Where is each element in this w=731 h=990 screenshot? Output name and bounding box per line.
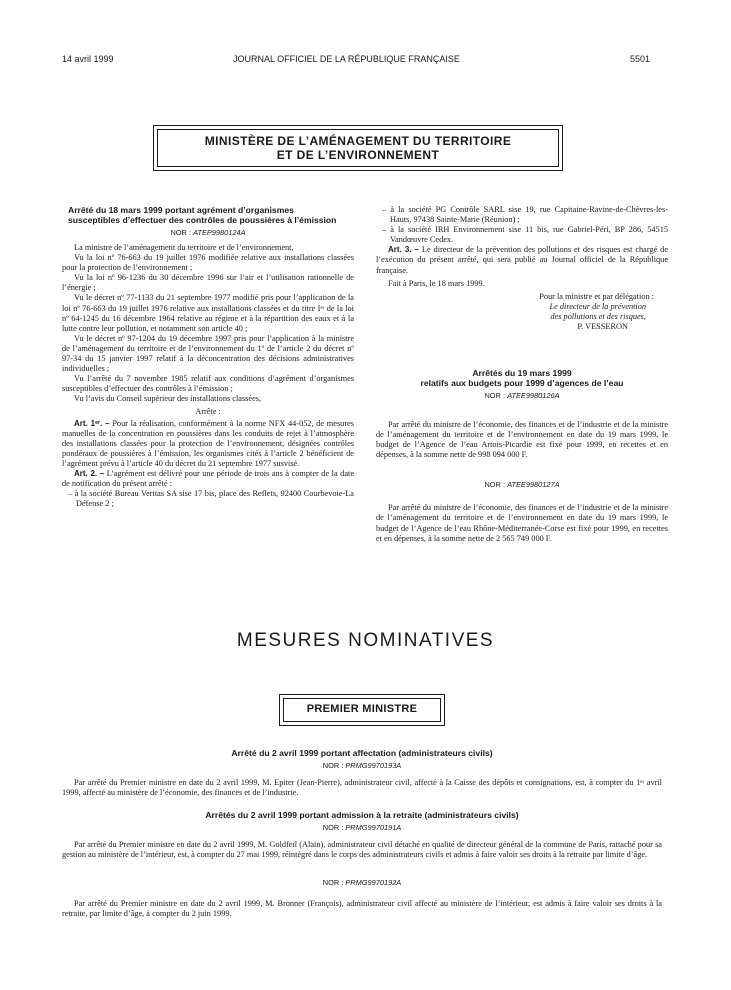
- signature-line: Le directeur de la prévention: [549, 301, 646, 311]
- signature-line: des pollutions et des risques,: [550, 311, 646, 321]
- decree-paragraph: Par arrêté du Premier ministre en date du 2 avril 1999, M. Bronner (François), administrateur civil affecté au ministère de l’intérieur, est admis à faire valoir ses droits à la retraite, par limite d’âge, à compter du 2 juin 1999.: [62, 899, 662, 919]
- list-item: – à la société IRH Environnement sise 11 bis, rue Gabriel-Péri, BP 286, 54515 Vandœuvre Cedex.: [382, 225, 668, 245]
- paragraph: Vu l’avis du Conseil supérieur des installations classées,: [74, 394, 262, 404]
- signature-line: Pour la ministre et par délégation :: [539, 291, 654, 301]
- ministry-title-line1: MINISTÈRE DE L’AMÉNAGEMENT DU TERRITOIRE: [204, 134, 512, 148]
- paragraph: Vu le décret nº 97-1204 du 19 décembre 1997 pris pour l’application à la ministre de l’aménagement du territoire et de l’environnement du 1º de l’article 2 du décret nº 97-34 du 15 janvier 1997 relatif à la déconcentration des décisions administratives individuelles ;: [62, 333, 354, 374]
- premier-ministre-box: [279, 694, 445, 726]
- decree-paragraph: Par arrêté du Premier ministre en date du 2 avril 1999, M. Goldfeil (Alain), administrateur civil détaché en qualité de directeur général de la commune de Paris, rattaché pour sa gestion au ministère de l’intérieur, est, à compter du 27 mai 1999, réintégré dans le corps des administrateurs civils et admis à faire valoir ses droits à la retraite par limite d’âge.: [62, 840, 662, 860]
- right-column-agencies: [376, 368, 668, 544]
- decree-paragraph: Par arrêté du Premier ministre en date du 2 avril 1999, M. Epiter (Jean-Pierre), administrateur civil, affecté à la Caisse des dépôts et consignations, est, à compter du 1ᵉʳ avril 1999, affecté au ministère de l’économie, des finances et de l’industrie.: [62, 778, 662, 798]
- agencies-title: Arrêtés du 19 mars 1999 relatifs aux budgets pour 1999 d’agences de l’eau: [420, 368, 624, 388]
- list-item: – à la société PG Contrôle SARL sise 19, rue Capitaine-Ravine-de-Chèvres-les-Hauts, 97438 Sainte-Marie (Réunion) ;: [382, 205, 668, 225]
- nor-reference: NOR : ATEE9980127A: [484, 480, 560, 490]
- nor-reference: NOR : PRMG9970191A: [322, 823, 402, 833]
- decree-title: Arrêtés du 2 avril 1999 portant admission à la retraite (administrateurs civils): [205, 810, 519, 821]
- header-date: 14 avril 1999: [62, 54, 114, 64]
- agency-paragraph: Par arrêté du ministre de l’économie, des finances et de l’industrie et de la ministre de l’aménagement du territoire et de l’environnement en date du 19 mars 1999, le budget de l’Agence de l’eau Artois-Picardie est fixé pour 1999, en recettes et en dépenses, à la somme nette de 998 094 000 F.: [376, 420, 668, 460]
- decree-title: Arrêté du 2 avril 1999 portant affectation (administrateurs civils): [231, 748, 493, 758]
- paragraph: Vu la loi nº 76-663 du 19 juillet 1976 modifiée relative aux installations classées pour la protection de l’environnement ;: [62, 253, 354, 273]
- section-heading: MESURES NOMINATIVES: [236, 630, 495, 651]
- nor-reference: NOR : ATEP9980124A: [170, 228, 246, 237]
- ministry-title-line2: ET DE L’ENVIRONNEMENT: [276, 148, 440, 162]
- right-column-top: [376, 205, 668, 332]
- list-item: – à la société Bureau Veritas SA sise 17 bis, place des Reflets, 92400 Courbevoie-La Défense 2 ;: [68, 489, 354, 509]
- signatory-name: P. VESSERON: [577, 322, 628, 332]
- paragraph: Vu le décret nº 77-1133 du 21 septembre 1977 modifié pris pour l’application de la loi nº 76-663 du 19 juillet 1976 relative aux installations classées et du titre Iᵉʳ de la loi nº 64-1245 du 16 décembre 1964 relative au régime et à la répartition des eaux et à la lutte contre leur pollution, et notamment son article 40 ;: [62, 293, 354, 333]
- paragraph: Vu la loi nº 96-1236 du 30 décembre 1996 sur l’air et l’utilisation rationnelle de l’énergie ;: [62, 273, 354, 293]
- nor-reference: NOR : ATEE9980126A: [484, 391, 560, 400]
- article-1: Art. 1ᵉʳ. – Pour la réalisation, conformément à la norme NFX 44-052, de mesures manuelles de la concentration en poussières dans les conduits de rejet à l’atmosphère des installations classées pour la protection de l’environnement, désignées contrôles pondéraux de poussières à l’émission, les organismes cités à l’article 2 bénéficient de l’agrément prévu à l’article 40 du décret du 21 septembre 1977 susvisé.: [62, 418, 354, 468]
- paragraph: La ministre de l’aménagement du territoire et de l’environnement,: [74, 243, 294, 252]
- decree-body: [62, 243, 354, 509]
- article-2: Art. 2. – L’agrément est délivré pour une période de trois ans à compter de la date de notification du présent arrêté :: [62, 469, 354, 489]
- bottom-section: [62, 748, 662, 920]
- agency-paragraph: Par arrêté du ministre de l’économie, des finances et de l’industrie et de la ministre de l’aménagement du territoire et de l’environnement en date du 19 mars 1999, le budget de l’Agence de l’eau Rhône-Méditerranée-Corse est fixé pour 1999, en recettes et en dépenses, à la somme nette de 2 565 749 000 F.: [376, 503, 668, 543]
- header-page-number: 5501: [630, 54, 651, 64]
- decree-title: Arrêté du 18 mars 1999 portant agrément d’organismes susceptibles d’effectuer des contrôles de poussières à l’émission: [68, 205, 337, 225]
- decree-continuation: [376, 205, 668, 332]
- premier-ministre-label: PREMIER MINISTRE: [306, 703, 418, 715]
- nor-reference: NOR : PRMG9970193A: [322, 761, 402, 770]
- signature-date: Fait à Paris, le 18 mars 1999.: [388, 278, 485, 288]
- article-3: Art. 3. – Le directeur de la prévention des pollutions et des risques est chargé de l’exécution du présent arrêté, qui sera publié au Journal officiel de la République française.: [376, 245, 669, 275]
- header-journal: JOURNAL OFFICIEL DE LA RÉPUBLIQUE FRANÇAISE: [233, 54, 460, 64]
- paragraph: Vu l’arrêté du 7 novembre 1985 relatif aux conditions d’agrément d’organismes susceptibles d’effectuer des contrôles à l’émission ;: [62, 374, 354, 394]
- arrete-heading: Arrête :: [195, 406, 221, 416]
- ministry-box: [153, 125, 563, 171]
- nor-reference: NOR : PRMG9970192A: [322, 878, 402, 888]
- left-column: [62, 205, 354, 509]
